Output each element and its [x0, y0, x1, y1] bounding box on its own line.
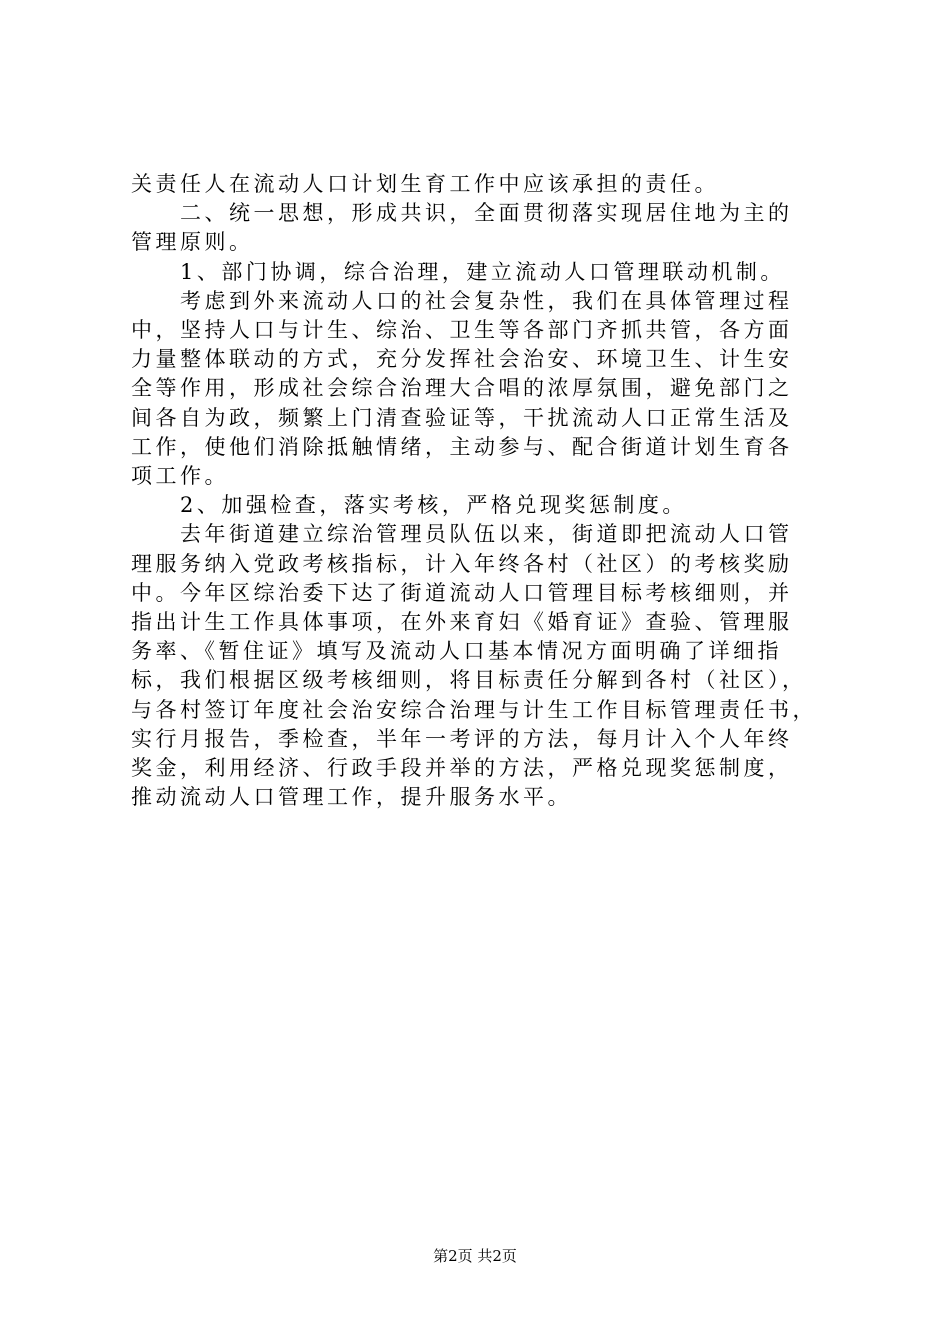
text-line: 务率、《暂住证》填写及流动人口基本情况方面明确了详细指: [131, 639, 782, 664]
text-line: 间各自为政，频繁上门清查验证等，干扰流动人口正常生活及: [131, 405, 793, 430]
text-line: 与各村签订年度社会治安综合治理与计生工作目标管理责任书，: [131, 697, 817, 722]
text-line: 去年街道建立综治管理员队伍以来，街道即把流动人口管: [131, 522, 793, 547]
text-line: 标，我们根据区级考核细则，将目标责任分解到各村（社区），: [131, 668, 807, 693]
text-line: 全等作用，形成社会综合治理大合唱的浓厚氛围，避免部门之: [131, 376, 793, 401]
text-line: 推动流动人口管理工作，提升服务水平。: [131, 785, 572, 810]
text-line: 1、部门协调，综合治理，建立流动人口管理联动机制。: [131, 259, 785, 284]
text-line: 管理原则。: [131, 230, 254, 255]
text-line: 力量整体联动的方式，充分发挥社会治安、环境卫生、计生安: [131, 347, 793, 372]
text-line: 理服务纳入党政考核指标，计入年终各村（社区）的考核奖励: [131, 551, 793, 576]
document-body: [131, 170, 831, 812]
text-line: 中。今年区综治委下达了街道流动人口管理目标考核细则，并: [131, 580, 793, 605]
text-line: 2、加强检查，落实考核，严格兑现奖惩制度。: [131, 493, 687, 518]
page-number-footer: 第2页 共2页: [433, 1247, 517, 1265]
text-line: 二、统一思想，形成共识，全面贯彻落实现居住地为主的: [131, 201, 793, 226]
text-line: 奖金，利用经济、行政手段并举的方法，严格兑现奖惩制度，: [131, 756, 793, 781]
text-line: 工作，使他们消除抵触情绪，主动参与、配合街道计划生育各: [131, 434, 793, 459]
text-line: 项工作。: [131, 464, 229, 489]
text-line: 考虑到外来流动人口的社会复杂性，我们在具体管理过程: [131, 288, 793, 313]
text-line: 实行月报告，季检查，半年一考评的方法，每月计入个人年终: [131, 726, 793, 751]
text-line: 中，坚持人口与计生、综治、卫生等各部门齐抓共管，各方面: [131, 318, 793, 343]
text-line: 关责任人在流动人口计划生育工作中应该承担的责任。: [131, 172, 719, 196]
text-line: 指出计生工作具体事项，在外来育妇《婚育证》查验、管理服: [131, 610, 793, 635]
